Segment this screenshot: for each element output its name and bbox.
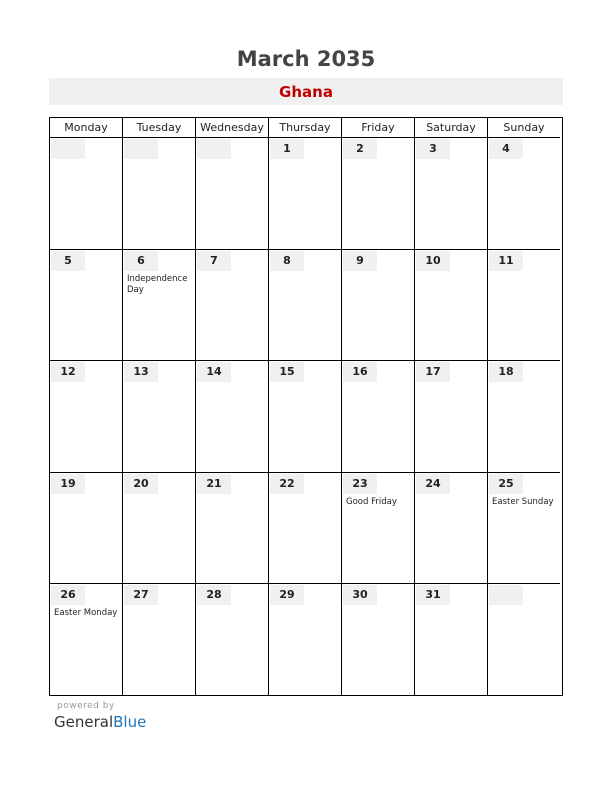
day-number: 3 (429, 142, 437, 155)
day-number-box (270, 362, 304, 382)
day-number: 7 (210, 254, 218, 267)
day-cell[interactable] (123, 473, 196, 584)
day-number-box (416, 139, 450, 159)
day-cell[interactable] (196, 584, 269, 695)
day-number-box (343, 251, 377, 271)
day-number-box (197, 474, 231, 494)
day-number: 15 (279, 365, 295, 378)
day-number: 6 (137, 254, 145, 267)
day-cell[interactable] (342, 250, 415, 361)
day-number: 23 (352, 477, 368, 490)
day-number: 10 (425, 254, 441, 267)
day-number: 5 (64, 254, 72, 267)
day-number: 26 (60, 588, 76, 601)
day-cell[interactable] (123, 361, 196, 473)
day-number-box (124, 251, 158, 271)
day-cell[interactable] (50, 473, 123, 584)
day-number: 8 (283, 254, 291, 267)
day-cell[interactable] (342, 138, 415, 250)
day-number-box (51, 362, 85, 382)
day-number: 19 (60, 477, 76, 490)
day-cell[interactable] (488, 138, 560, 250)
logo-blue-text: Blue (113, 713, 147, 731)
day-number: 29 (279, 588, 295, 601)
day-number: 4 (502, 142, 510, 155)
day-cell[interactable] (415, 473, 488, 584)
day-number: 16 (352, 365, 368, 378)
day-number: 9 (356, 254, 364, 267)
day-number-box (124, 474, 158, 494)
day-number: 28 (206, 588, 222, 601)
day-number: 21 (206, 477, 222, 490)
day-number: 1 (283, 142, 291, 155)
day-number: 20 (133, 477, 149, 490)
day-cell[interactable] (196, 361, 269, 473)
day-cell[interactable] (415, 584, 488, 695)
holiday-label: Easter Sunday (492, 497, 554, 507)
weekday-header: Tuesday (123, 118, 196, 138)
day-cell[interactable] (342, 361, 415, 473)
day-number: 30 (352, 588, 368, 601)
weekday-header: Thursday (269, 118, 342, 138)
holiday-label: Independence Day (127, 274, 188, 295)
day-number-box (51, 251, 85, 271)
powered-by-text: powered by (57, 701, 115, 711)
day-number-box (270, 585, 304, 605)
day-number-box (51, 585, 85, 605)
day-cell[interactable] (50, 138, 123, 250)
day-number-box (124, 139, 158, 159)
day-cell[interactable] (123, 250, 196, 361)
day-cell[interactable] (196, 138, 269, 250)
day-number-box (270, 139, 304, 159)
weekday-header: Monday (50, 118, 123, 138)
day-number-box (489, 474, 523, 494)
day-number-box (343, 362, 377, 382)
weekday-header: Wednesday (196, 118, 269, 138)
day-cell[interactable] (269, 138, 342, 250)
day-number: 17 (425, 365, 441, 378)
day-cell[interactable] (269, 361, 342, 473)
day-number-box (51, 139, 85, 159)
day-cell[interactable] (269, 584, 342, 695)
day-number: 12 (60, 365, 76, 378)
day-number: 11 (498, 254, 514, 267)
calendar-title: March 2035 (236, 47, 376, 71)
weekday-header: Sunday (488, 118, 560, 138)
day-cell[interactable] (123, 584, 196, 695)
day-cell[interactable] (342, 473, 415, 584)
day-cell[interactable] (415, 250, 488, 361)
weekday-header: Saturday (415, 118, 488, 138)
day-cell[interactable] (269, 473, 342, 584)
country-banner (49, 78, 563, 105)
holiday-label: Easter Monday (54, 608, 118, 618)
day-number-box (416, 251, 450, 271)
day-number-box (270, 251, 304, 271)
day-cell[interactable] (342, 584, 415, 695)
day-number: 14 (206, 365, 222, 378)
logo-general-text: General (54, 713, 114, 731)
generalblue-logo[interactable] (54, 713, 146, 731)
day-number: 24 (425, 477, 441, 490)
day-number: 18 (498, 365, 514, 378)
day-number-box (124, 585, 158, 605)
day-number-box (416, 474, 450, 494)
day-number: 27 (133, 588, 149, 601)
calendar-grid (49, 117, 563, 696)
day-cell[interactable] (196, 250, 269, 361)
day-cell[interactable] (269, 250, 342, 361)
day-cell[interactable] (50, 584, 123, 695)
day-cell[interactable] (50, 250, 123, 361)
day-number-box (489, 139, 523, 159)
day-number-box (489, 362, 523, 382)
weekday-header: Friday (342, 118, 415, 138)
day-number: 13 (133, 365, 149, 378)
day-cell[interactable] (488, 361, 560, 473)
holiday-label: Good Friday (346, 497, 397, 507)
day-cell[interactable] (488, 584, 560, 695)
day-number: 31 (425, 588, 441, 601)
day-number-box (270, 474, 304, 494)
day-cell[interactable] (488, 473, 560, 584)
day-number-box (489, 585, 523, 605)
day-number-box (416, 362, 450, 382)
day-number-box (197, 362, 231, 382)
day-number-box (489, 251, 523, 271)
day-number-box (124, 362, 158, 382)
day-number: 22 (279, 477, 295, 490)
day-number-box (343, 474, 377, 494)
day-cell[interactable] (415, 361, 488, 473)
day-cell[interactable] (123, 138, 196, 250)
day-number-box (197, 139, 231, 159)
day-cell[interactable] (488, 250, 560, 361)
day-number: 25 (498, 477, 514, 490)
day-cell[interactable] (415, 138, 488, 250)
day-number-box (343, 139, 377, 159)
day-number-box (197, 585, 231, 605)
day-number-box (51, 474, 85, 494)
day-cell[interactable] (196, 473, 269, 584)
day-number-box (416, 585, 450, 605)
day-number: 2 (356, 142, 364, 155)
day-number-box (343, 585, 377, 605)
day-number-box (197, 251, 231, 271)
day-cell[interactable] (50, 361, 123, 473)
country-name: Ghana (279, 83, 333, 101)
